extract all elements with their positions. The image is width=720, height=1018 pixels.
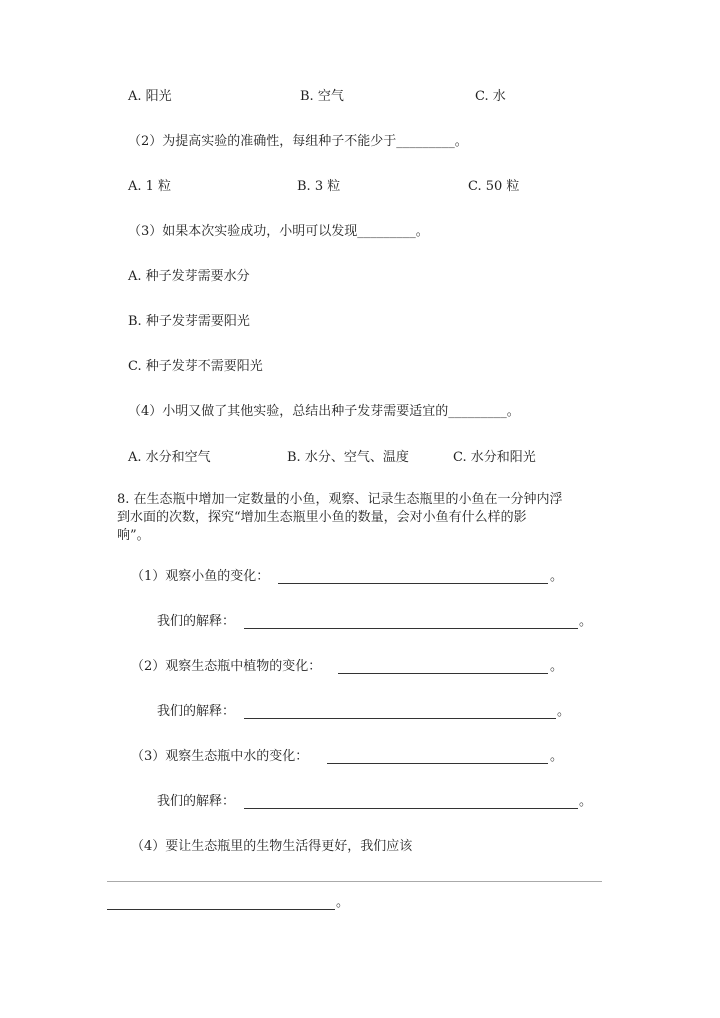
period: 。 xyxy=(550,749,564,764)
question-7-2: （2）为提高实验的准确性，每组种子不能少于_________。 xyxy=(128,134,468,149)
period: 。 xyxy=(336,895,350,910)
question-8-2: （2）观察生态瓶中植物的变化： xyxy=(131,659,322,674)
option-c: C. 50 粒 xyxy=(468,179,520,194)
answer-blank[interactable] xyxy=(338,673,548,674)
answer-blank[interactable] xyxy=(278,583,548,584)
option-b: B. 空气 xyxy=(300,89,344,104)
explain-label: 我们的解释： xyxy=(157,794,236,809)
question-7-4: （4）小明又做了其他实验，总结出种子发芽需要适宜的_________。 xyxy=(128,404,520,419)
option-a: A. 1 粒 xyxy=(128,179,172,194)
option-c: C. 种子发芽不需要阳光 xyxy=(128,359,263,374)
option-b: B. 水分、空气、温度 xyxy=(287,450,409,465)
period: 。 xyxy=(579,794,593,809)
answer-blank[interactable] xyxy=(244,628,578,629)
explain-label: 我们的解释： xyxy=(157,704,236,719)
period: 。 xyxy=(557,704,571,719)
option-a: A. 种子发芽需要水分 xyxy=(128,269,250,284)
answer-line[interactable] xyxy=(107,881,602,882)
period: 。 xyxy=(550,569,564,584)
option-a: A. 阳光 xyxy=(128,89,172,104)
option-b: B. 种子发芽需要阳光 xyxy=(128,314,250,329)
question-8-line: 响”。 xyxy=(117,528,150,543)
explain-label: 我们的解释： xyxy=(157,614,236,629)
question-7-3: （3）如果本次实验成功，小明可以发现_________。 xyxy=(128,224,429,239)
question-8-4: （4）要让生态瓶里的生物生活得更好，我们应该 xyxy=(131,839,413,854)
answer-blank[interactable] xyxy=(244,808,578,809)
period: 。 xyxy=(550,659,564,674)
question-8-1: （1）观察小鱼的变化： xyxy=(131,569,270,584)
period: 。 xyxy=(579,614,593,629)
answer-blank[interactable] xyxy=(327,763,548,764)
question-8-line: 到水面的次数，探究“增加生态瓶里小鱼的数量，会对小鱼有什么样的影 xyxy=(117,510,527,525)
option-b: B. 3 粒 xyxy=(297,179,341,194)
question-8-3: （3）观察生态瓶中水的变化： xyxy=(131,749,309,764)
option-c: C. 水分和阳光 xyxy=(453,450,536,465)
answer-blank[interactable] xyxy=(107,909,335,910)
answer-blank[interactable] xyxy=(244,718,556,719)
question-8-line: 8. 在生态瓶中增加一定数量的小鱼，观察、记录生态瓶里的小鱼在一分钟内浮 xyxy=(117,492,563,507)
option-c: C. 水 xyxy=(475,89,506,104)
option-a: A. 水分和空气 xyxy=(128,450,211,465)
